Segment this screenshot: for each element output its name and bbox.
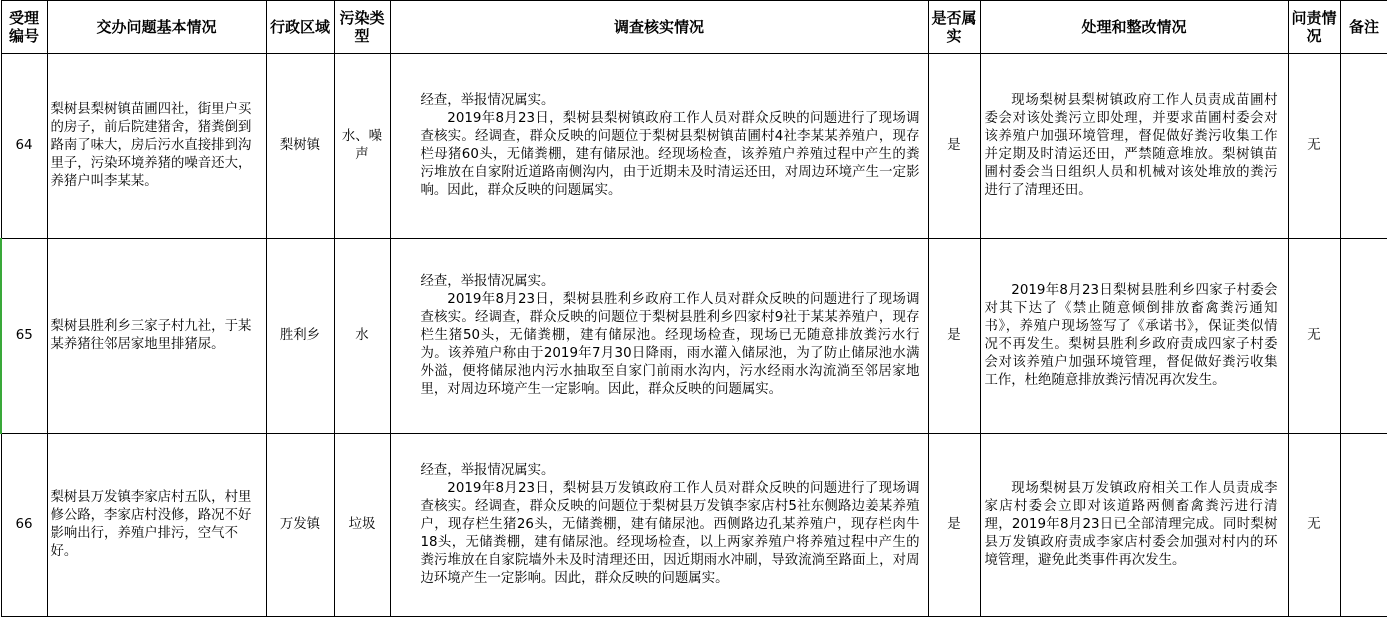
header-region: 行政区域 bbox=[266, 1, 334, 54]
cell-region: 万发镇 bbox=[266, 434, 334, 617]
cell-id: 66 bbox=[1, 434, 47, 617]
cell-accountability: 无 bbox=[1288, 434, 1340, 617]
cell-investigation bbox=[390, 239, 928, 434]
header-pollution: 污染类型 bbox=[334, 1, 390, 54]
cell-region: 梨树镇 bbox=[266, 54, 334, 239]
investigation-summary: 经查，举报情况属实。 bbox=[420, 93, 555, 108]
investigation-summary: 经查，举报情况属实。 bbox=[420, 463, 555, 478]
investigation-detail: 2019年8月23日，梨树县胜利乡政府工作人员对群众反映的问题进行了现场调查核实。经调查，群众反映的问题位于梨树县胜利乡四家村9社于某某养殖户，现存栏生猪50头，无储粪棚，建有储尿池。经现场检查，现场已无随意排放粪污水行为。该养殖户称由于2019年7月30日降雨，雨水灌入储尿池，为了防止储尿池水满外溢，便将储尿池内污水抽取至自家门前雨水沟内，污水经雨水沟流淌至邻居家地里，对周边环境产生一定影响。因此，群众反映的问题属实。 bbox=[420, 292, 920, 397]
cell-verified: 是 bbox=[928, 239, 980, 434]
cell-remarks bbox=[1340, 239, 1387, 434]
header-verified: 是否属实 bbox=[928, 1, 980, 54]
header-investigation: 调查核实情况 bbox=[390, 1, 928, 54]
table-row bbox=[1, 434, 1387, 617]
cell-pollution: 水 bbox=[334, 239, 390, 434]
table-row bbox=[1, 239, 1387, 434]
cell-basic: 梨树县胜利乡三家子村九社，于某某养猪往邻居家地里排猪尿。 bbox=[47, 239, 266, 434]
investigation-detail: 2019年8月23日，梨树县万发镇政府工作人员对群众反映的问题进行了现场调查核实。经调查，群众反映的问题位于梨树县万发镇李家店村5社东侧路边姜某养殖户，现存栏生猪26头，无储粪棚，建有储尿池。西侧路边孔某养殖户，现存栏肉牛18头，无储粪棚，建有储尿池。经现场检查，以上两家养殖户将养殖过程中产生的粪污堆放在自家院墙外未及时清理还田，因近期雨水冲刷，导致流淌至路面上，对周边环境产生一定影响。因此，群众反映的问题属实。 bbox=[420, 481, 920, 586]
header-remarks: 备注 bbox=[1340, 1, 1387, 54]
header-handling: 处理和整改情况 bbox=[980, 1, 1288, 54]
cell-region: 胜利乡 bbox=[266, 239, 334, 434]
handling-text: 现场梨树县万发镇政府相关工作人员责成李家店村委会立即对该道路两侧畜禽粪污进行清理，2019年8月23日已全部清理完成。同时梨树县万发镇政府责成李家店村委会加强对村内的环境管理，避免此类事件再次发生。 bbox=[984, 481, 1278, 568]
cell-handling bbox=[980, 434, 1288, 617]
handling-text: 现场梨树县梨树镇政府工作人员责成苗圃村委会对该处粪污立即处理，并要求苗圃村委会对该养殖户加强环境管理，督促做好粪污收集工作并定期及时清运还田，严禁随意堆放。梨树镇苗圃村委会当日组织人员和机械对该处堆放的粪污进行了清理还田。 bbox=[984, 93, 1278, 198]
investigation-detail: 2019年8月23日，梨树县梨树镇政府工作人员对群众反映的问题进行了现场调查核实。经调查，群众反映的问题位于梨树县梨树镇苗圃村4社李某某养殖户，现存栏母猪60头，无储粪棚，建有储尿池。经现场检查，该养殖户养殖过程中产生的粪污堆放在自家附近道路南侧沟内，由于近期未及时清运还田，对周边环境产生一定影响。因此，群众反映的问题属实。 bbox=[420, 111, 920, 198]
investigation-summary: 经查，举报情况属实。 bbox=[420, 274, 555, 289]
cell-verified: 是 bbox=[928, 54, 980, 239]
cell-handling bbox=[980, 54, 1288, 239]
cell-remarks bbox=[1340, 434, 1387, 617]
cell-investigation bbox=[390, 54, 928, 239]
cell-id: 64 bbox=[1, 54, 47, 239]
cell-handling bbox=[980, 239, 1288, 434]
cell-id: 65 bbox=[1, 239, 47, 434]
cell-investigation bbox=[390, 434, 928, 617]
handling-text: 2019年8月23日梨树县胜利乡四家子村委会对其下达了《禁止随意倾倒排放畜禽粪污通知书》，养殖户现场签写了《承诺书》，保证类似情况不再发生。梨树县胜利乡政府责成四家子村委会对该养殖户加强环境管理，督促做好粪污收集工作，杜绝随意排放粪污情况再次发生。 bbox=[984, 283, 1278, 388]
cell-accountability: 无 bbox=[1288, 239, 1340, 434]
cell-pollution: 水、噪声 bbox=[334, 54, 390, 239]
cell-remarks bbox=[1340, 54, 1387, 239]
table-row bbox=[1, 54, 1387, 239]
cell-pollution: 垃圾 bbox=[334, 434, 390, 617]
cell-basic: 梨树县万发镇李家店村五队，村里修公路，李家店村没修，路况不好影响出行，养殖户排污，空气不好。 bbox=[47, 434, 266, 617]
header-id: 受理编号 bbox=[1, 1, 47, 54]
header-basic: 交办问题基本情况 bbox=[47, 1, 266, 54]
header-accountability: 问责情况 bbox=[1288, 1, 1340, 54]
cell-verified: 是 bbox=[928, 434, 980, 617]
header-row bbox=[1, 1, 1387, 54]
cell-accountability: 无 bbox=[1288, 54, 1340, 239]
cell-basic: 梨树县梨树镇苗圃四社，街里户买的房子，前后院建猪舍，猪粪倒到路南了味大，房后污水直接排到沟里子，污染环境养猪的噪音还大，养猪户叫李某某。 bbox=[47, 54, 266, 239]
